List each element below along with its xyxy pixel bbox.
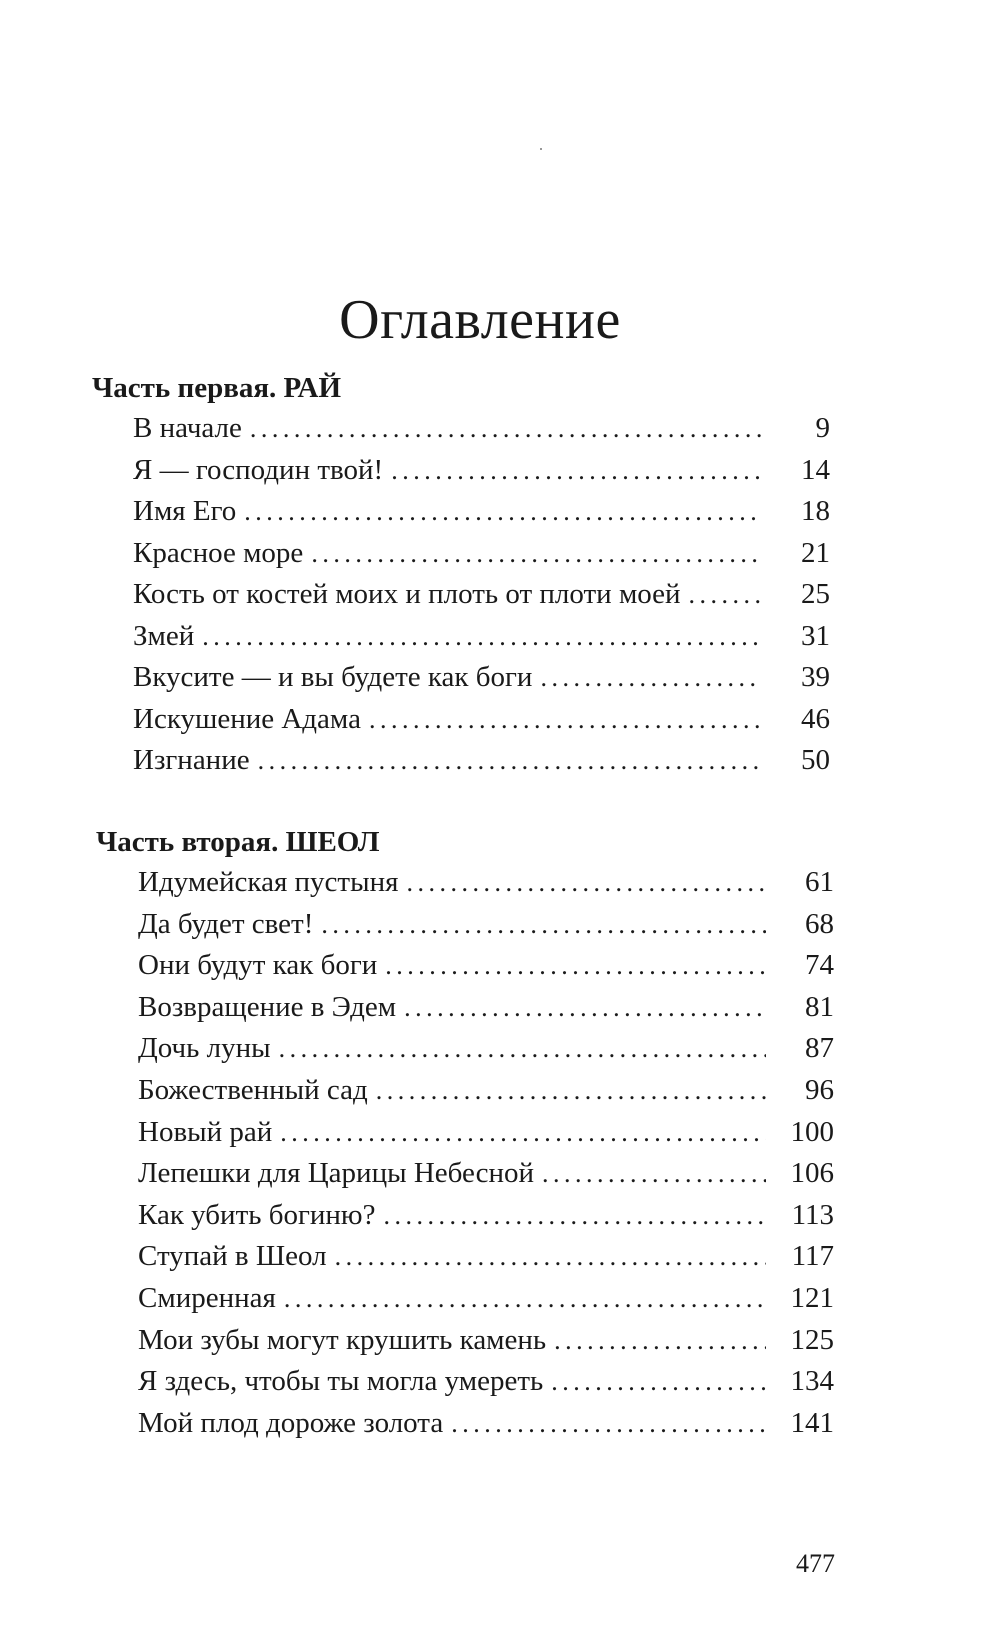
- toc-entry-title: Ступай в Шеол: [138, 1240, 327, 1273]
- dot-leader: [391, 456, 762, 486]
- print-speck: [540, 148, 542, 150]
- toc-entry: [133, 454, 830, 494]
- toc-entry-title: Божественный сад: [138, 1074, 368, 1106]
- toc-entry-page: 113: [791, 1198, 834, 1231]
- toc-entry: [133, 537, 830, 577]
- dot-leader: [689, 580, 762, 610]
- toc-entry-page: 106: [790, 1157, 834, 1190]
- toc-entry-page: 81: [805, 990, 834, 1023]
- toc-entry-title: Как убить богиню?: [138, 1198, 376, 1231]
- toc-entry-title: Имя Его: [133, 495, 237, 527]
- toc-entry-title: Смиренная: [138, 1282, 276, 1314]
- toc-entry: [138, 866, 834, 906]
- toc-entry-page: 134: [790, 1365, 834, 1398]
- part-two-heading: Часть вторая. ШЕОЛ: [96, 826, 380, 858]
- toc-entry-title: Искушение Адама: [133, 702, 361, 735]
- toc-entry-title: Кость от костей моих и плоть от плоти моей: [133, 578, 681, 610]
- dot-leader: [385, 951, 766, 981]
- dot-leader: [404, 993, 766, 1023]
- dot-leader: [551, 1367, 766, 1397]
- toc-entry-page: 9: [815, 412, 830, 444]
- toc-entry-page: 121: [790, 1282, 834, 1314]
- toc-entry: [138, 908, 834, 948]
- dot-leader: [554, 1326, 766, 1356]
- toc-entry: [133, 703, 830, 743]
- toc-entry-title: Вкусите — и вы будете как боги: [133, 661, 533, 693]
- toc-entry: [138, 1240, 834, 1280]
- toc-entry-page: 96: [805, 1074, 834, 1106]
- toc-entry: [138, 1282, 834, 1322]
- dot-leader: [250, 414, 762, 444]
- toc-entry: [138, 1324, 834, 1364]
- toc-entry: [133, 578, 830, 618]
- toc-entry-title: Изгнание: [133, 744, 250, 776]
- toc-entry-title: Дочь луны: [138, 1032, 271, 1065]
- toc-entry: [138, 991, 834, 1031]
- dot-leader: [311, 539, 762, 569]
- toc-entry-page: 21: [801, 536, 830, 569]
- toc-entry-page: 50: [801, 744, 830, 776]
- dot-leader: [335, 1242, 766, 1272]
- toc-entry-title: Да будет свет!: [138, 907, 314, 940]
- toc-entry-title: Красное море: [133, 536, 304, 569]
- dot-leader: [279, 1034, 766, 1064]
- toc-entry-page: 125: [790, 1323, 834, 1356]
- toc-entry-page: 31: [801, 619, 830, 652]
- toc-entry-page: 141: [790, 1406, 834, 1439]
- toc-entry: [133, 412, 830, 452]
- toc-entry: [138, 1365, 834, 1405]
- toc-entry-page: 68: [805, 907, 834, 940]
- dot-leader: [406, 868, 766, 898]
- page-title: Оглавление: [339, 289, 621, 351]
- toc-entry-page: 87: [805, 1032, 834, 1065]
- toc-entry-page: 18: [801, 495, 830, 527]
- toc-entry: [133, 495, 830, 535]
- toc-entry: [138, 1157, 834, 1197]
- toc-entry-title: Новый рай: [138, 1115, 273, 1148]
- toc-entry: [138, 1116, 834, 1156]
- toc-entry-title: Змей: [133, 619, 195, 652]
- toc-entry-page: 117: [791, 1240, 834, 1273]
- toc-entry-page: 46: [801, 702, 830, 735]
- toc-entry: [133, 661, 830, 701]
- toc-entry-title: В начале: [133, 412, 242, 444]
- toc-entry-title: Возвращение в Эдем: [138, 990, 397, 1023]
- toc-entry: [133, 744, 830, 784]
- toc-entry: [138, 1407, 834, 1447]
- toc-entry: [138, 1032, 834, 1072]
- toc-entry-page: 100: [790, 1115, 834, 1148]
- toc-entry-title: Я здесь, чтобы ты могла умереть: [138, 1365, 544, 1398]
- toc-entry-page: 14: [801, 453, 830, 486]
- part-one-heading: Часть первая. РАЙ: [92, 372, 342, 404]
- dot-leader: [321, 910, 766, 940]
- toc-entry-title: Мои зубы могут крушить камень: [138, 1323, 547, 1356]
- toc-entry-title: Мой плод дороже золота: [138, 1406, 444, 1439]
- toc-entry-title: Они будут как боги: [138, 949, 378, 982]
- toc-entry: [138, 1199, 834, 1239]
- dot-leader: [376, 1076, 766, 1106]
- dot-leader: [202, 622, 762, 652]
- toc-entry-page: 39: [801, 661, 830, 693]
- toc-entry: [138, 949, 834, 989]
- toc-entry-page: 25: [801, 578, 830, 610]
- dot-leader: [258, 746, 762, 776]
- toc-entry-title: Идумейская пустыня: [138, 866, 399, 898]
- dot-leader: [284, 1284, 766, 1314]
- toc-entry: [133, 620, 830, 660]
- toc-entry-title: Лепешки для Царицы Небесной: [138, 1157, 535, 1190]
- dot-leader: [540, 663, 762, 693]
- toc-entry-title: Я — господин твой!: [133, 453, 384, 486]
- dot-leader: [369, 705, 762, 735]
- toc-entry: [138, 1074, 834, 1114]
- dot-leader: [542, 1159, 766, 1189]
- dot-leader: [383, 1201, 766, 1231]
- toc-entry-page: 74: [805, 949, 834, 982]
- page-number: 477: [796, 1549, 835, 1578]
- dot-leader: [244, 497, 762, 527]
- dot-leader: [280, 1118, 766, 1148]
- dot-leader: [451, 1409, 766, 1439]
- toc-entry-page: 61: [805, 866, 834, 898]
